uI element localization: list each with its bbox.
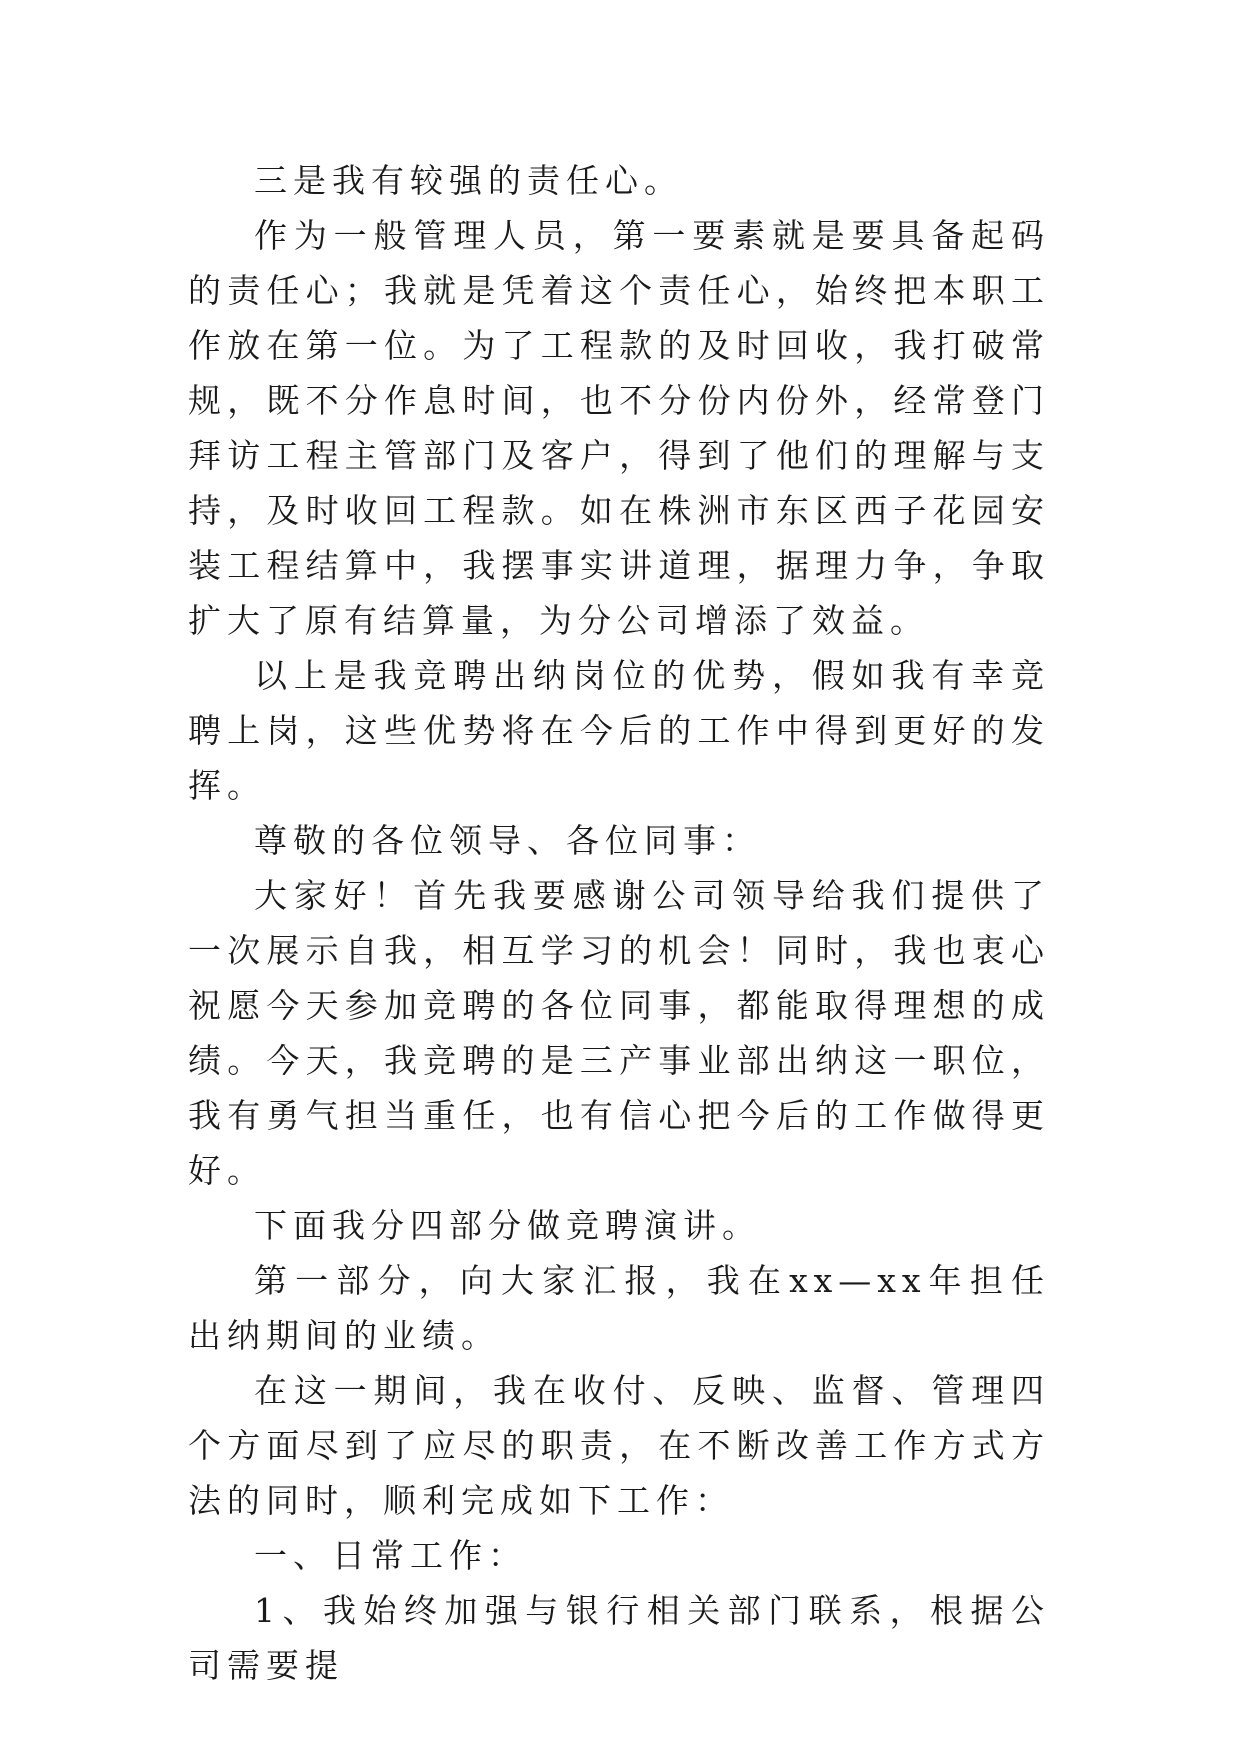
document-body [188,153,1050,1693]
paragraph-responsibility-detail: 作为一般管理人员，第一要素就是要具备起码的责任心；我就是凭着这个责任心，始终把本职工作放在第一位。为了工程款的及时回收，我打破常规，既不分作息时间，也不分份内份外，经常登门拜访工程主管部门及客户，得到了他们的理解与支持，及时收回工程款。如在株洲市东区西子花园安装工程结算中，我摆事实讲道理，据理力争，争取扩大了原有结算量，为分公司增添了效益。 [188,216,1050,640]
paragraph-speech-outline: 下面我分四部分做竞聘演讲。 [254,1206,761,1245]
paragraph-bank-liaison: 1、我始终加强与银行相关部门联系，根据公司需要提 [188,1591,1050,1685]
paragraph-salutation: 尊敬的各位领导、各位同事： [254,821,761,860]
paragraph-daily-work-heading: 一、日常工作： [254,1536,527,1575]
paragraph-duties: 在这一期间，我在收付、反映、监督、管理四个方面尽到了应尽的职责，在不断改善工作方式方法的同时，顺利完成如下工作： [188,1371,1050,1520]
paragraph-greeting: 大家好！首先我要感谢公司领导给我们提供了一次展示自我，相互学习的机会！同时，我也衷心祝愿今天参加竞聘的各位同事，都能取得理想的成绩。今天，我竞聘的是三产事业部出纳这一职位，我有勇气担当重任，也有信心把今后的工作做得更好。 [188,876,1050,1190]
paragraph-advantages-summary: 以上是我竞聘出纳岗位的优势，假如我有幸竞聘上岗，这些优势将在今后的工作中得到更好的发挥。 [188,656,1050,805]
paragraph-responsibility-heading: 三是我有较强的责任心。 [254,161,683,200]
paragraph-part-one: 第一部分，向大家汇报，我在xx—xx年担任出纳期间的业绩。 [188,1261,1050,1355]
